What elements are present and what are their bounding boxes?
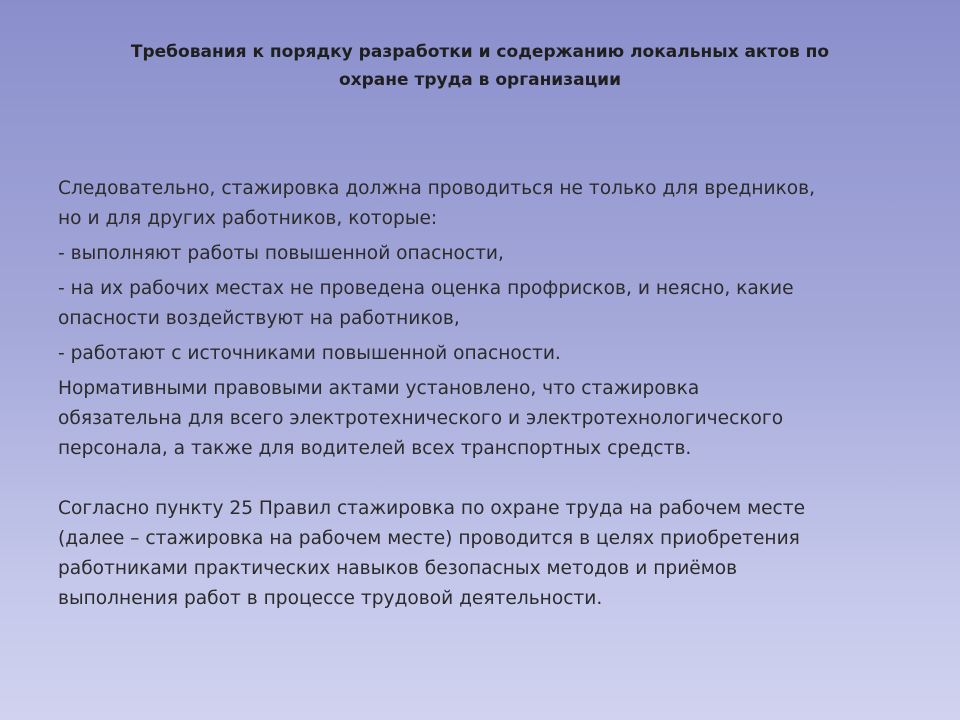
- text-line: но и для других работников, которые:: [58, 208, 438, 229]
- slide-title: [80, 38, 880, 94]
- text-line: (далее – стажировка на рабочем месте) проводится в целях приобретения: [58, 528, 800, 549]
- slide-title-line-2: охране труда в организации: [338, 70, 621, 90]
- text-line: Следовательно, стажировка должна проводиться не только для вредников,: [58, 178, 816, 199]
- paragraph-rules: [58, 494, 918, 614]
- text-line: обязательна для всего электротехнического и электротехнологического: [58, 408, 784, 429]
- text-line: персонала, а также для водителей всех транспортных средств.: [58, 438, 692, 459]
- paragraph-bullet-3: [58, 339, 918, 369]
- text-line: выполнения работ в процессе трудовой деятельности.: [58, 588, 603, 609]
- text-line: Согласно пункту 25 Правил стажировка по охране труда на рабочем месте: [58, 498, 806, 519]
- text-line: опасности воздействуют на работников,: [58, 308, 460, 329]
- text-line: - работают с источниками повышенной опасности.: [58, 343, 561, 364]
- text-line: - на их рабочих местах не проведена оценка профрисков, и неясно, какие: [58, 278, 794, 299]
- text-line: - выполняют работы повышенной опасности,: [58, 243, 504, 264]
- text-line: работниками практических навыков безопасных методов и приёмов: [58, 558, 738, 579]
- paragraph-bullet-2: [58, 274, 918, 334]
- slide-body: [58, 174, 918, 619]
- text-line: Нормативными правовыми актами установлено, что стажировка: [58, 378, 700, 399]
- slide-title-line-1: Требования к порядку разработки и содержанию локальных актов по: [130, 42, 830, 62]
- paragraph-normative: [58, 374, 918, 464]
- paragraph-bullet-1: [58, 239, 918, 269]
- paragraph-intro: [58, 174, 918, 234]
